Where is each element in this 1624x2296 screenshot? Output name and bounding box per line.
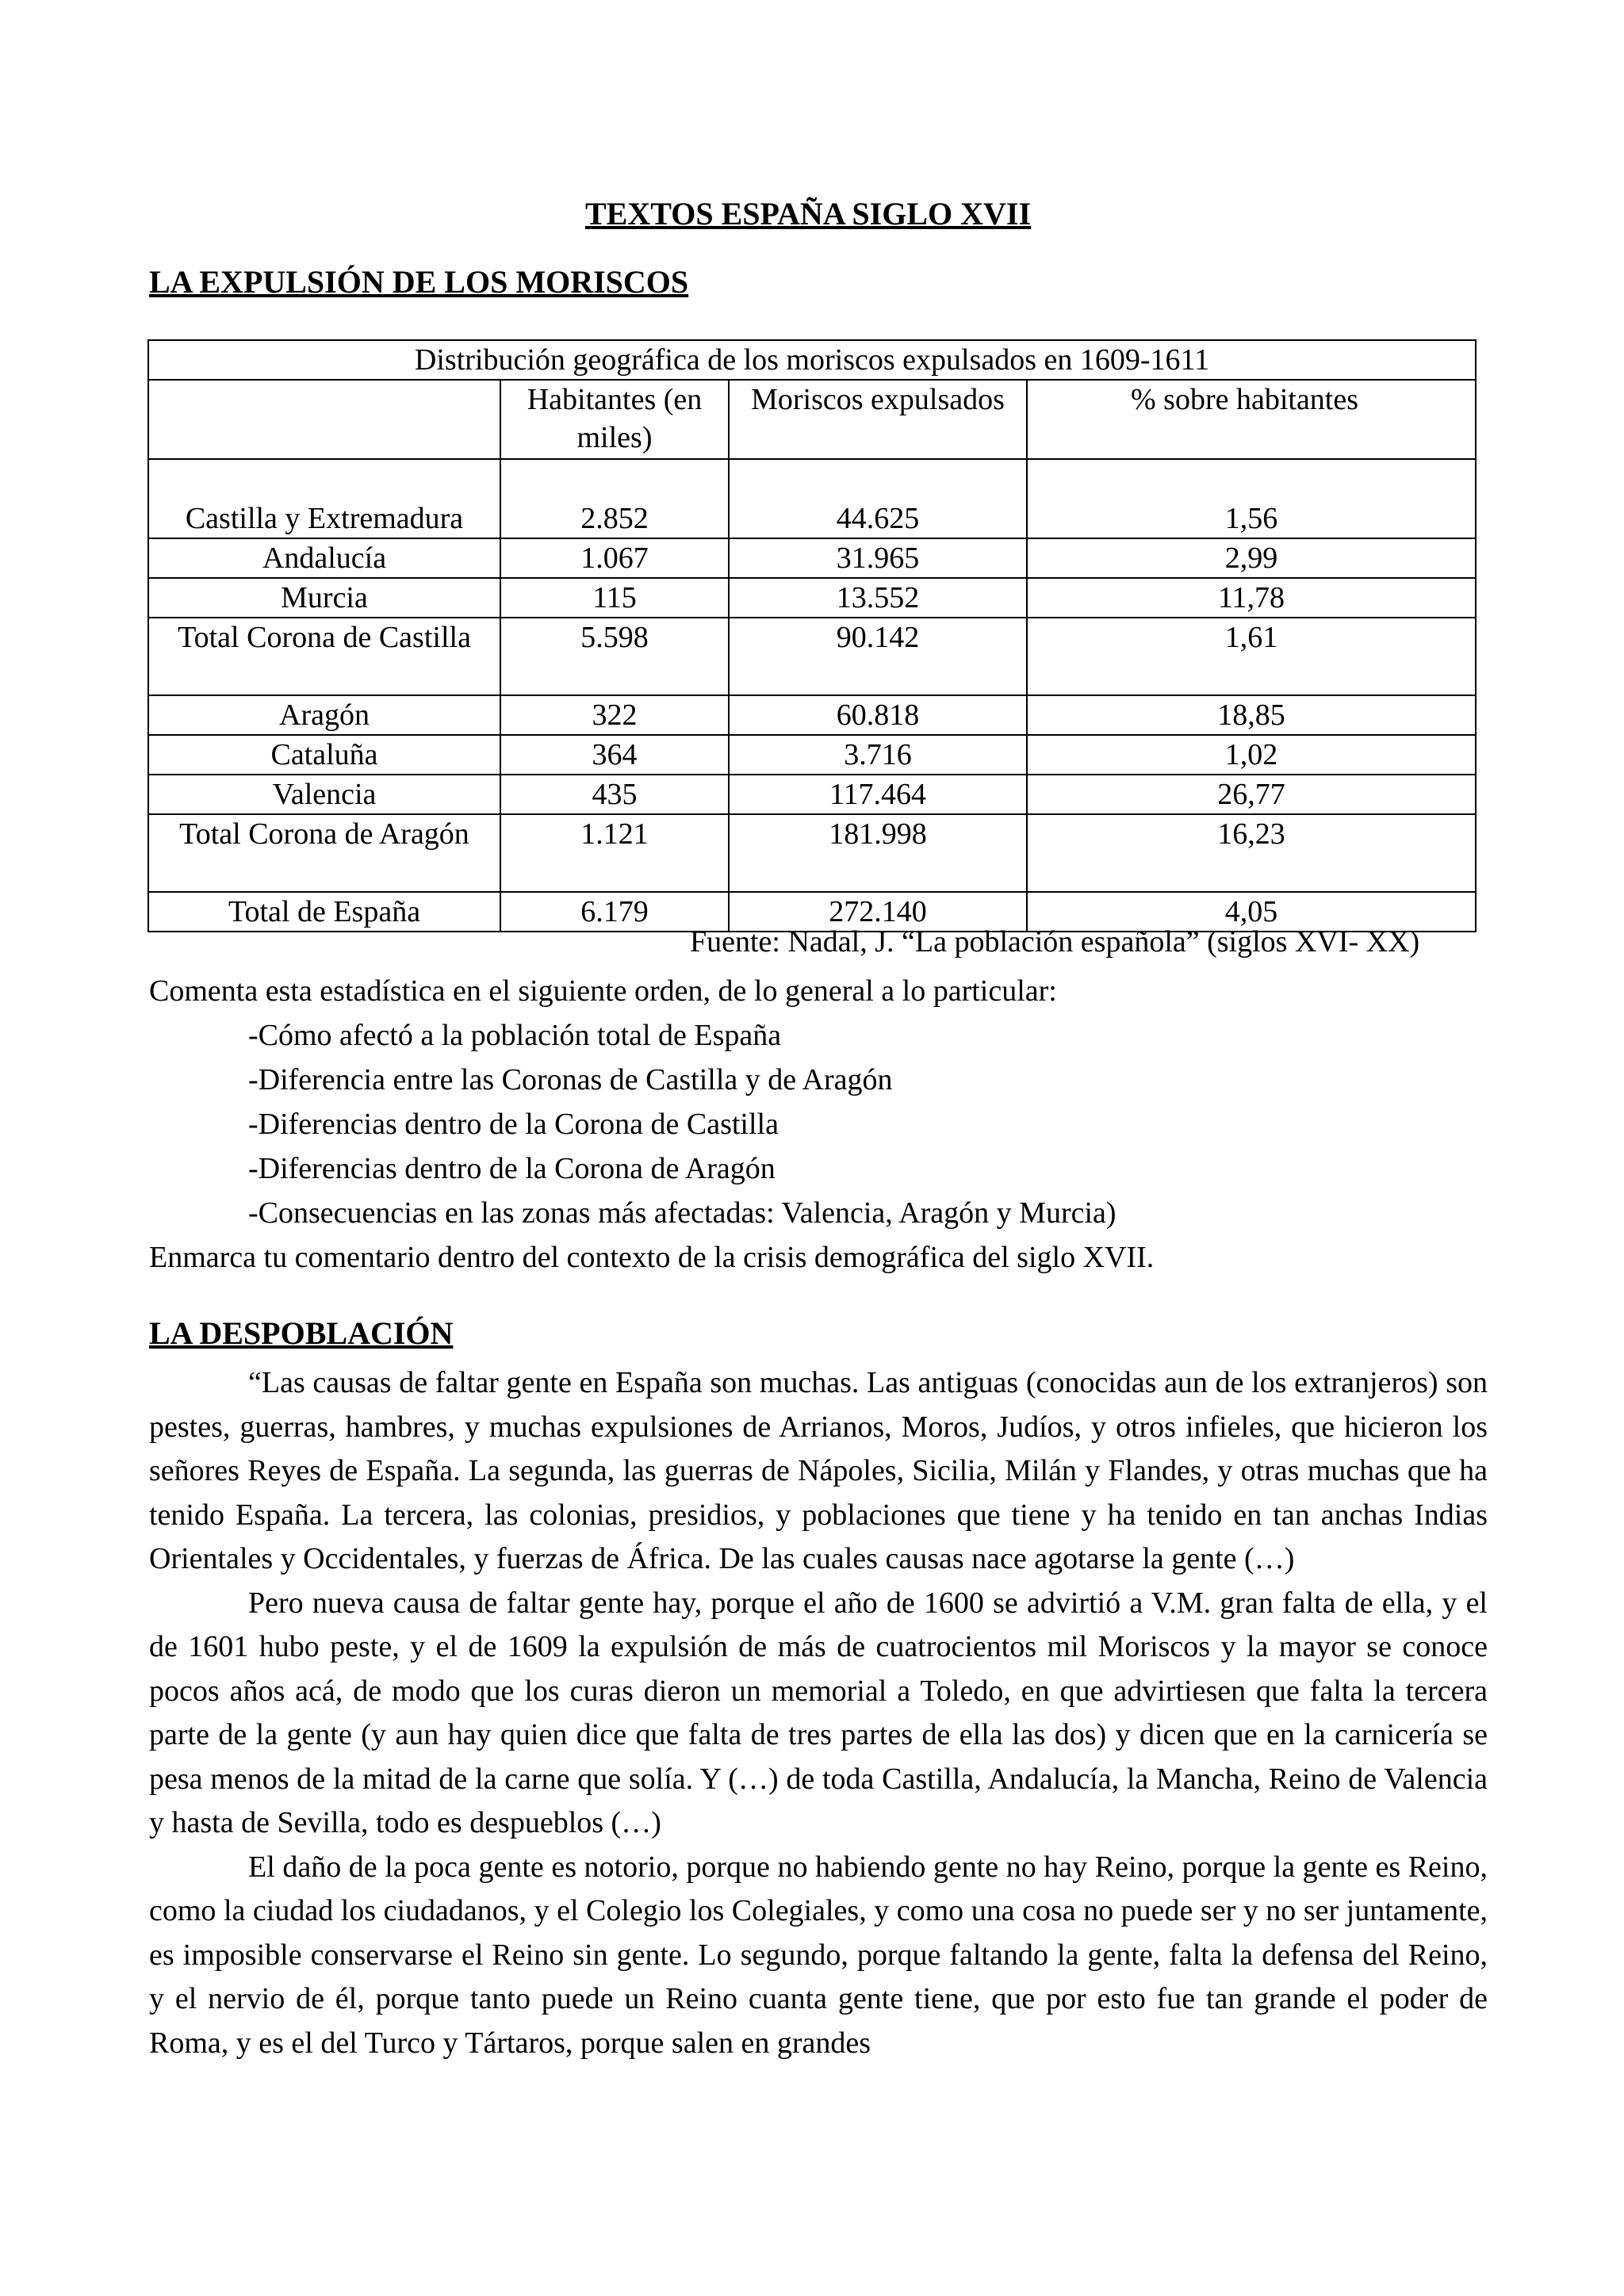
table-cell-porcentaje: 16,23 <box>1027 814 1476 892</box>
table-header-habitantes: Habitantes (en miles) <box>500 380 729 459</box>
table-cell-habitantes: 1.121 <box>500 814 729 892</box>
instruction-item: -Diferencias dentro de la Corona de Aragón <box>248 1152 776 1185</box>
table-row <box>148 814 1476 892</box>
paragraph: Pero nueva causa de faltar gente hay, porque el año de 1600 se advirtió a V.M. gran falta de ella, y el de 1601 hubo peste, y el de 1609 la expulsión de más de cuatrocientos mil Moriscos y la mayor se conoce pocos años acá, de modo que los curas dieron un memorial a Toledo, en que advirtiesen que falta la tercera parte de la gente (y aun hay quien dice que falta de tres partes de ella las dos) y dicen que en la carnicería se pesa menos de la mitad de la carne que solía. Y (…) de toda Castilla, Andalucía, la Mancha, Reino de Valencia y hasta de Sevilla, todo es despueblos (…) <box>149 1586 1488 1839</box>
table-cell-porcentaje: 26,77 <box>1027 775 1476 814</box>
table-cell-habitantes: 322 <box>500 695 729 735</box>
instruction-item: -Consecuencias en las zonas más afectadas: Valencia, Aragón y Murcia) <box>248 1196 1116 1230</box>
table-cell-habitantes: 1.067 <box>500 538 729 578</box>
table-cell-porcentaje: 1,02 <box>1027 735 1476 775</box>
table-row <box>148 538 1476 578</box>
table-cell-moriscos: 272.140 <box>729 892 1027 932</box>
paragraph: El daño de la poca gente es notorio, porque no habiendo gente no hay Reino, porque la gente es Reino, como la ciudad los ciudadanos, y el Colegio los Colegiales, y como una cosa no puede ser y no ser juntamente, es imposible conservarse el Reino sin gente. Lo segundo, porque faltando la gente, falta la defensa del Reino, y el nervio de él, porque tanto puede un Reino cuanta gente tiene, que por esto fue tan grande el poder de Roma, y es el del Turco y Tártaros, porque salen en grandes <box>149 1850 1488 2060</box>
instruction-item: -Diferencias dentro de la Corona de Castilla <box>248 1108 779 1141</box>
table-cell-region: Murcia <box>148 578 500 618</box>
table-cell-porcentaje: 11,78 <box>1027 578 1476 618</box>
table-cell-moriscos: 60.818 <box>729 695 1027 735</box>
table-cell-porcentaje: 2,99 <box>1027 538 1476 578</box>
table-cell-moriscos: 90.142 <box>729 618 1027 695</box>
table-header-region <box>148 380 500 459</box>
instruction-item: -Diferencia entre las Coronas de Castilla y de Aragón <box>248 1063 893 1096</box>
table-row <box>148 695 1476 735</box>
table-row <box>148 578 1476 618</box>
table-cell-habitantes: 5.598 <box>500 618 729 695</box>
table-cell-habitantes: 6.179 <box>500 892 729 932</box>
table-cell-porcentaje: 1,61 <box>1027 618 1476 695</box>
table-cell-porcentaje: 4,05 <box>1027 892 1476 932</box>
table-cell-region: Castilla y Extremadura <box>148 459 500 538</box>
instructions-closing: Enmarca tu comentario dentro del contexto de la crisis demográfica del siglo XVII. <box>149 1241 1155 1274</box>
table-cell-moriscos: 44.625 <box>729 459 1027 538</box>
table-cell-region: Total Corona de Castilla <box>148 618 500 695</box>
table-cell-habitantes: 435 <box>500 775 729 814</box>
table-cell-moriscos: 13.552 <box>729 578 1027 618</box>
table-cell-habitantes: 2.852 <box>500 459 729 538</box>
table-row <box>148 459 1476 538</box>
table-cell-region: Total de España <box>148 892 500 932</box>
moriscos-table <box>147 339 1477 932</box>
table-cell-region: Valencia <box>148 775 500 814</box>
table-cell-porcentaje: 1,56 <box>1027 459 1476 538</box>
table-header-porcentaje: % sobre habitantes <box>1027 380 1476 459</box>
table-cell-moriscos: 31.965 <box>729 538 1027 578</box>
table-cell-habitantes: 364 <box>500 735 729 775</box>
table-cell-region: Andalucía <box>148 538 500 578</box>
instruction-item: -Cómo afectó a la población total de España <box>248 1019 782 1052</box>
table-cell-porcentaje: 18,85 <box>1027 695 1476 735</box>
table-caption: Distribución geográfica de los moriscos expulsados en 1609-1611 <box>148 340 1476 380</box>
table-cell-moriscos: 181.998 <box>729 814 1027 892</box>
table-header-moriscos: Moriscos expulsados <box>729 380 1027 459</box>
document-title: TEXTOS ESPAÑA SIGLO XVII <box>585 196 1032 232</box>
table-cell-moriscos: 117.464 <box>729 775 1027 814</box>
table-row <box>148 775 1476 814</box>
despoblacion-text <box>149 1361 1488 2065</box>
table-row <box>148 618 1476 695</box>
table-cell-habitantes: 115 <box>500 578 729 618</box>
table-cell-region: Aragón <box>148 695 500 735</box>
table-cell-region: Total Corona de Aragón <box>148 814 500 892</box>
paragraph: “Las causas de faltar gente en España son muchas. Las antiguas (conocidas aun de los extranjeros) son pestes, guerras, hambres, y muchas expulsiones de Arrianos, Moros, Judíos, y otros infieles, que hicieron los señores Reyes de España. La segunda, las guerras de Nápoles, Sicilia, Milán y Flandes, y otras muchas que ha tenido España. La tercera, las colonias, presidios, y poblaciones que tiene y ha tenido en tan anchas Indias Orientales y Occidentales, y fuerzas de África. De las cuales causas nace agotarse la gente (…) <box>149 1366 1488 1575</box>
instructions-intro: Comenta esta estadística en el siguiente orden, de lo general a lo particular: <box>149 974 1057 1008</box>
section-heading-expulsion: LA EXPULSIÓN DE LOS MORISCOS <box>149 264 689 300</box>
table-row <box>148 735 1476 775</box>
section-heading-despoblacion: LA DESPOBLACIÓN <box>149 1315 454 1351</box>
table-cell-region: Cataluña <box>148 735 500 775</box>
table-cell-moriscos: 3.716 <box>729 735 1027 775</box>
instructions-block <box>149 969 1497 1280</box>
table-source: Fuente: Nadal, J. “La población española” (siglos XVI- XX) <box>690 925 1420 959</box>
